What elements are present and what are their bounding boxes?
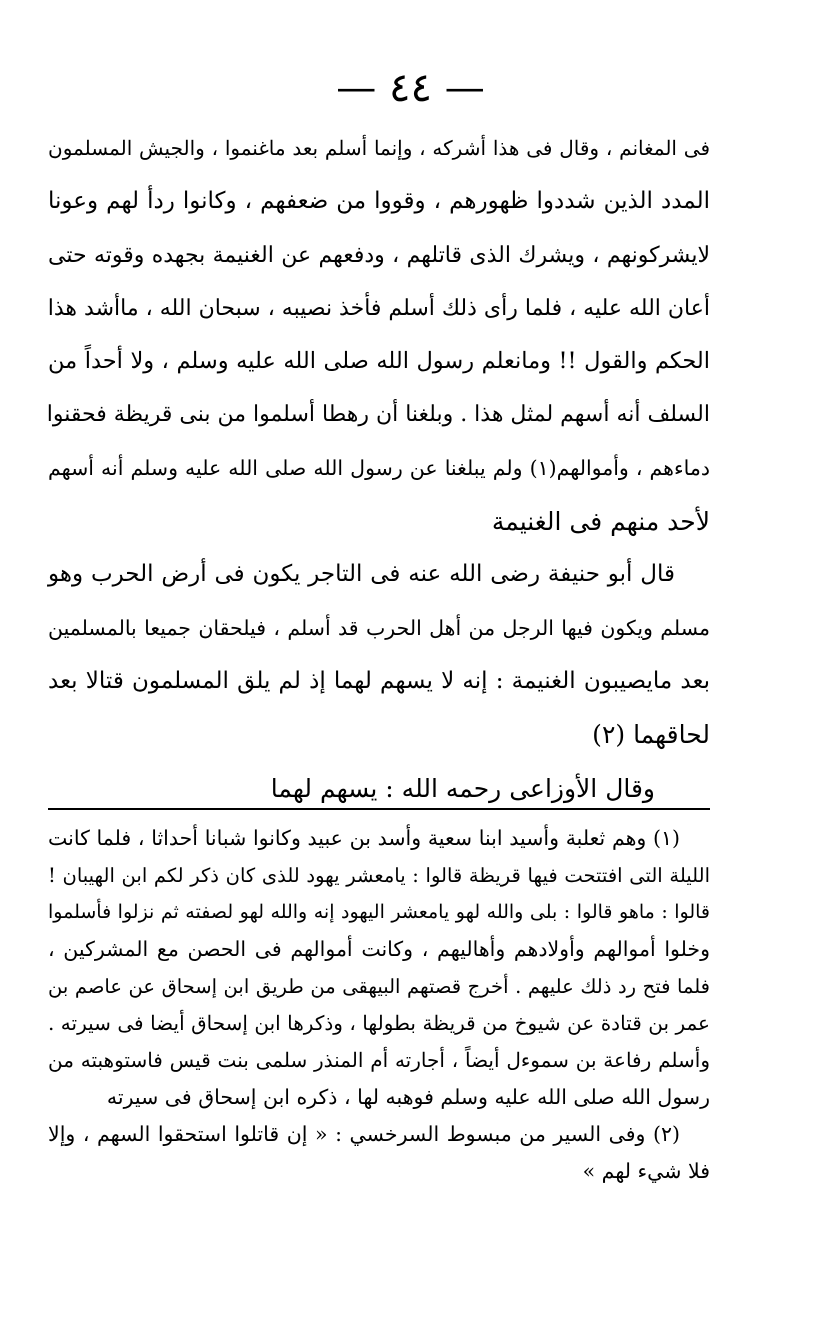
main-text	[48, 122, 710, 815]
text-line: أعان الله عليه ، فلما رأى ذلك أسلم فأخذ نصيبه ، سبحان الله ، ماأشد هذا	[47, 295, 710, 321]
footnote-line: رسول الله صلى الله عليه وسلم فوهبه لها ، ذكره ابن إسحاق فى سيرته	[106, 1085, 710, 1109]
text-line: مسلم ويكون فيها الرجل من أهل الحرب قد أسلم ، فيلحقان جميعا بالمسلمين	[48, 615, 710, 640]
footnote-line: وخلوا أموالهم وأولادهم وأهاليهم ، وكانت أموالهم فى الحصن مع المشركين ،	[48, 937, 710, 961]
text-line: فى المغانم ، وقال فى هذا أشركه ، وإنما أسلم بعد ماغنموا ، والجيش المسلمون	[48, 136, 710, 160]
text-line: لأحد منهم فى الغنيمة	[491, 507, 710, 537]
text-line: لايشركونهم ، ويشرك الذى قاتلهم ، ودفعهم عن الغنيمة بجهده وقوته حتى	[48, 242, 710, 268]
text-line: دماءهم ، وأموالهم(١) ولم يبلغنا عن رسول الله صلى الله عليه وسلم أنه أسهم	[48, 455, 710, 480]
text-line: السلف أنه أسهم لمثل هذا . وبلغنا أن رهطا أسلموا من بنى قريظة فحقنوا	[46, 402, 710, 428]
footnote-line: عمر بن قتادة عن شيوخ من قريظة بطولها ، وذكرها ابن إسحاق أيضا فى سيرته .	[48, 1011, 710, 1035]
footnote-line: (١) وهم ثعلبة وأسيد ابنا سعية وأسد بن عبيد وكانوا شبانا أحداثا ، فلما كانت	[48, 826, 680, 850]
paragraph-start-line: قال أبو حنيفة رضى الله عنه فى التاجر يكون فى أرض الحرب وهو	[48, 561, 675, 588]
footnote-divider	[48, 808, 710, 810]
text-line: لحاقهما (٢)	[592, 720, 710, 750]
footnotes	[48, 820, 710, 1190]
text-line: المدد الذين شددوا ظهورهم ، وقووا من ضعفهم ، وكانوا ردأ لهم وعونا	[48, 188, 710, 215]
footnote-line: قالوا : ماهو قالوا : بلى والله لهو يامعشر اليهود إنه والله لهو لصفته ثم نزلوا فأسلموا	[48, 901, 710, 923]
footnote-line: الليلة التى افتتحت فيها قريظة قالوا : يامعشر يهود للذى كان ذكر لكم ابن الهيبان !	[48, 864, 710, 887]
text-line: الحكم والقول !! ومانعلم رسول الله صلى الله عليه وسلم ، ولا أحداً من	[48, 348, 710, 375]
footnote-line: فلا شيء لهم »	[582, 1159, 710, 1183]
footnote-line: (٢) وفى السير من مبسوط السرخسي : « إن قاتلوا استحقوا السهم ، وإلا	[48, 1122, 680, 1146]
paragraph-start-line: وقال الأوزاعى رحمه الله : يسهم لهما	[270, 773, 655, 803]
footnote-line: فلما فتح رد ذلك عليهم . أخرج قصتهم البيهقى من طريق ابن إسحاق عن عاصم بن	[48, 975, 710, 998]
footnote-line: وأسلم رفاعة بن سموءل أيضاً ، أجارته أم المنذر سلمى بنت قيس فاستوهبته من	[48, 1048, 710, 1072]
text-line: بعد مايصيبون الغنيمة : إنه لا يسهم لهما إذ لم يلق المسلمون قتالا بعد	[48, 667, 710, 694]
page-number: — ٤٤ —	[336, 65, 485, 111]
